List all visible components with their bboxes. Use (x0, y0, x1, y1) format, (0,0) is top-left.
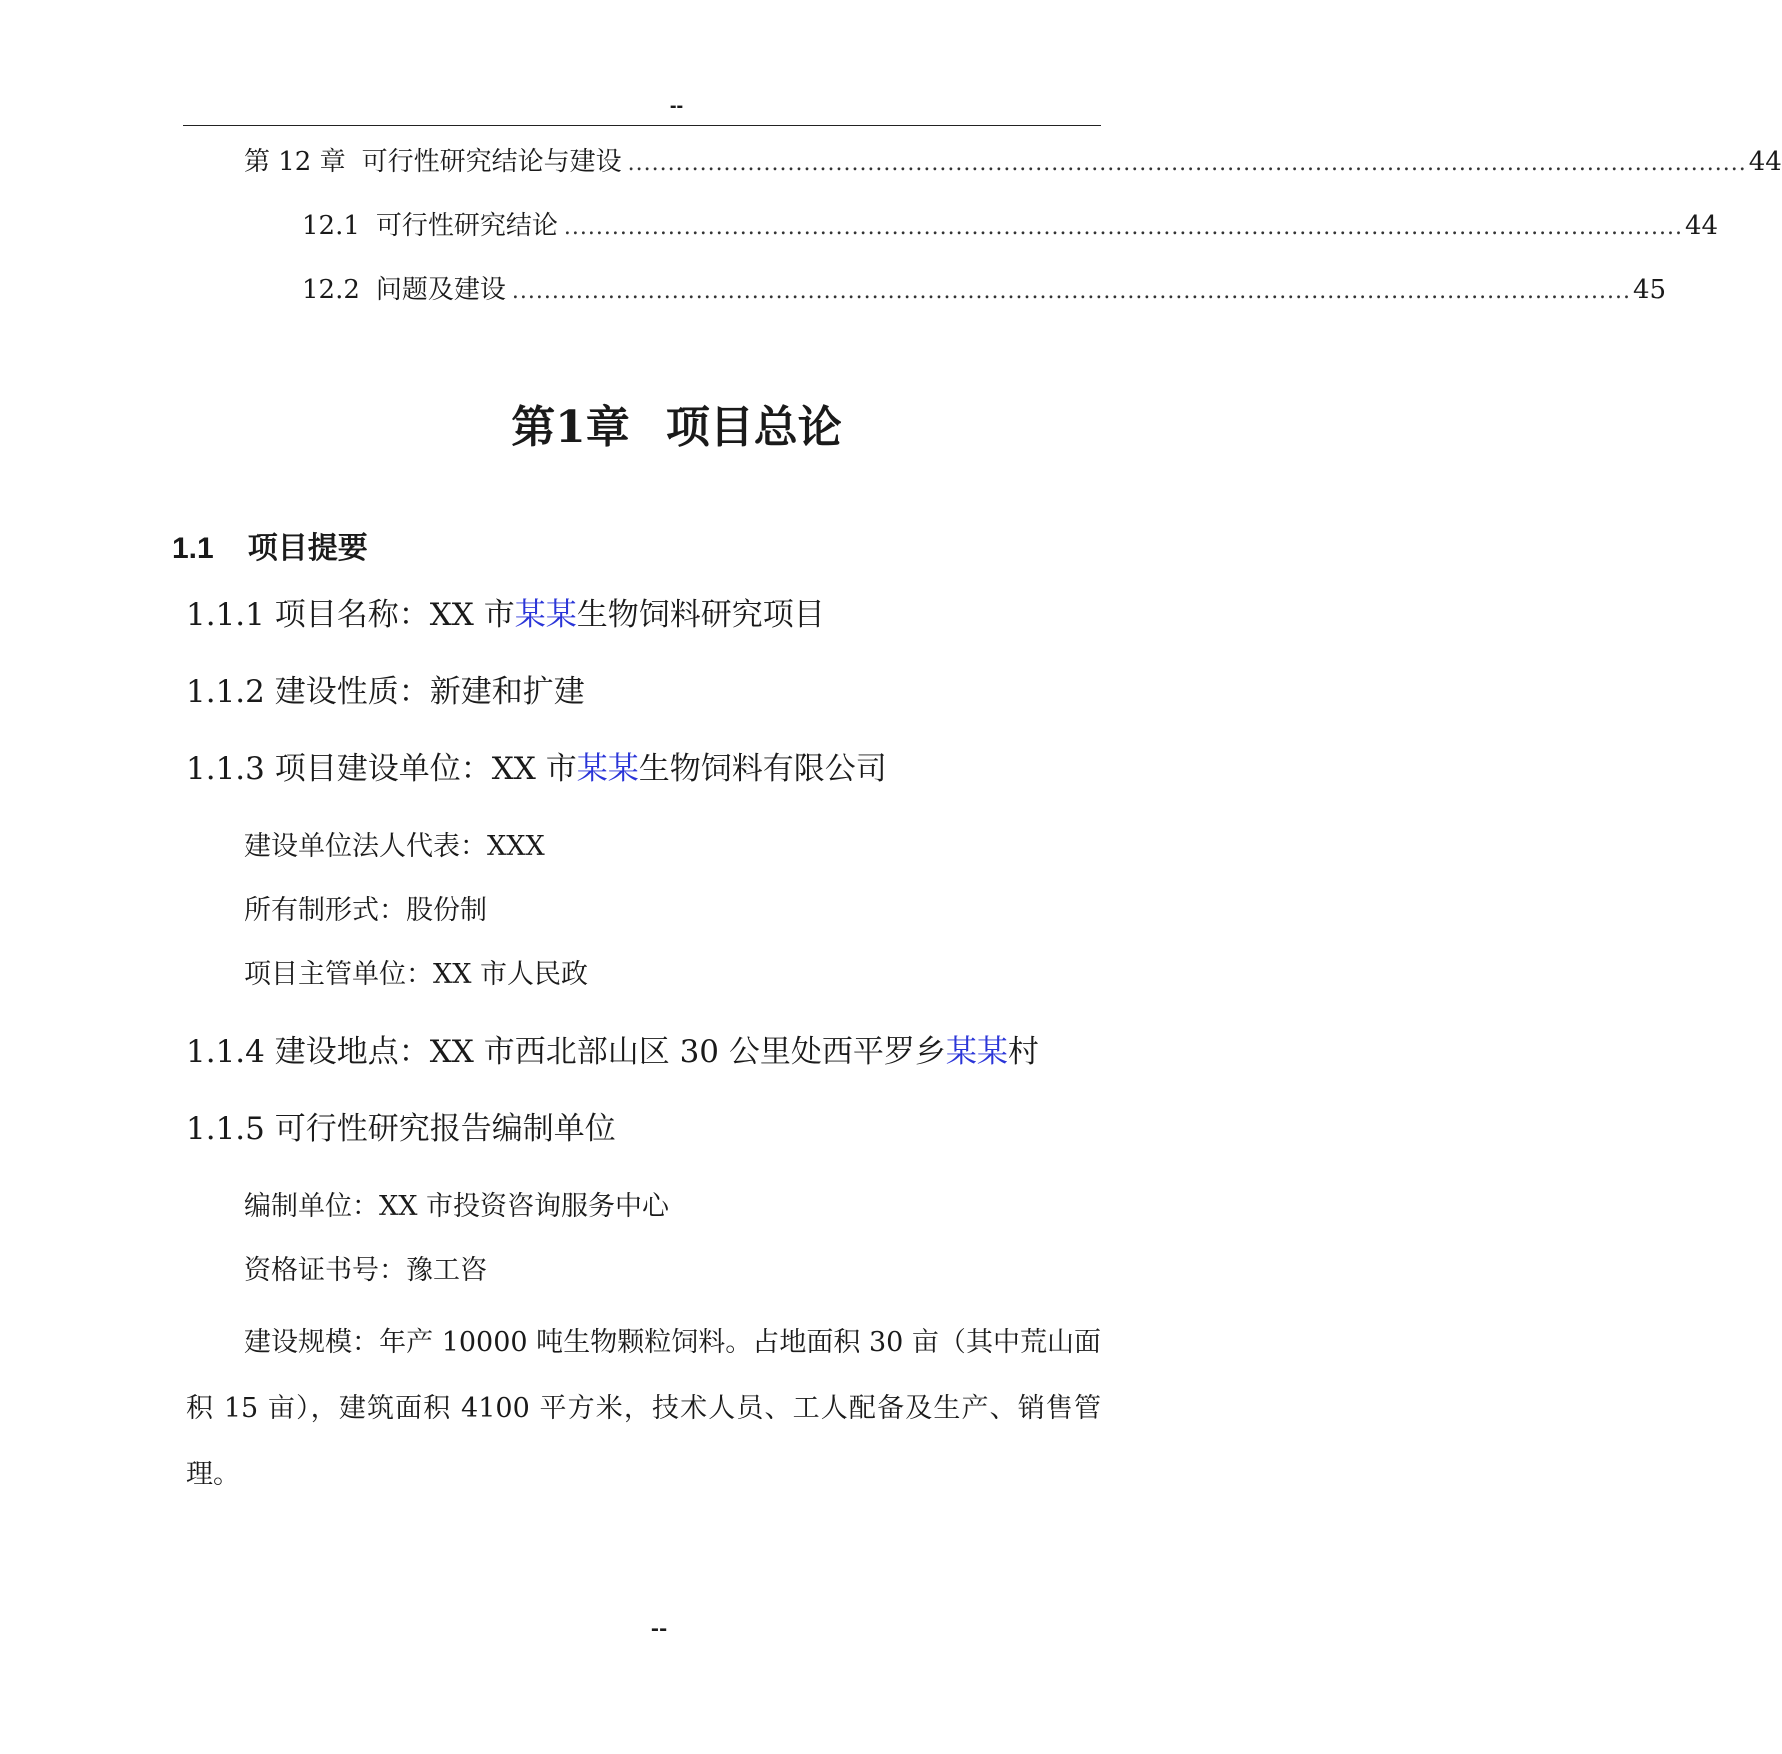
toc-leader-dots: ............................................................................................................................................ (511, 279, 1631, 304)
item-label: 1.1.1 项目名称：XX 市 (186, 597, 515, 633)
item-value: 生物饲料研究项目 (576, 597, 825, 633)
toc-leader-dots: ............................................................................................................................................ (563, 215, 1683, 240)
page-footer-mark: -- (650, 1616, 668, 1640)
toc-entry-title: 问题及建设 (375, 275, 506, 305)
item-label: 1.1.3 项目建设单位：XX 市 (186, 751, 577, 787)
item-value: 生物饲料有限公司 (638, 751, 887, 787)
toc-leader-dots: ............................................................................................................................................ (627, 151, 1747, 176)
qualification-certificate: 资格证书号：豫工咨 (244, 1255, 487, 1286)
section-number: 1.1 (172, 532, 214, 565)
compiling-unit: 编制单位：XX 市投资咨询服务中心 (244, 1191, 670, 1222)
placeholder-link[interactable]: 某某 (945, 1034, 1008, 1070)
item-label: 1.1.4 建设地点：XX 市西北部山区 30 公里处西平罗乡 (186, 1034, 946, 1070)
legal-representative: 建设单位法人代表：XXX (244, 831, 545, 862)
toc-entry[interactable] (302, 209, 1719, 245)
toc-entry-number: 12.1 (302, 211, 360, 241)
item-value: 村 (1007, 1034, 1039, 1070)
section-heading (172, 530, 368, 568)
toc-entry[interactable] (302, 273, 1667, 309)
item-report-unit: 1.1.5 可行性研究报告编制单位 (186, 1111, 616, 1147)
item-construction-site (186, 1032, 1039, 1072)
construction-scale-paragraph: 建设规模：年产 10000 吨生物颗粒饲料。占地面积 30 亩（其中荒山面积 15 亩），建筑面积 4100 平方米，技术人员、工人配备及生产、销售管理。 (186, 1327, 1101, 1490)
header-rule (183, 125, 1101, 126)
page-header-mark: -- (669, 95, 684, 117)
toc-entry[interactable] (244, 145, 1782, 181)
toc-entry-page: 44 (1684, 211, 1719, 241)
item-construction-nature: 1.1.2 建设性质：新建和扩建 (186, 674, 585, 710)
section-title: 项目提要 (247, 532, 368, 565)
placeholder-link[interactable]: 某某 (514, 597, 577, 633)
supervising-unit: 项目主管单位：XX 市人民政 (244, 959, 589, 990)
toc-entry-number: 第 12 章 (244, 147, 346, 177)
toc-entry-number: 12.2 (302, 275, 360, 305)
chapter-title (0, 400, 1353, 456)
toc-entry-page: 44 (1748, 147, 1782, 177)
ownership-form: 所有制形式：股份制 (244, 895, 487, 926)
placeholder-link[interactable]: 某某 (576, 751, 639, 787)
toc-entry-title: 可行性研究结论与建设 (361, 147, 622, 177)
item-construction-unit (186, 749, 887, 789)
chapter-name: 项目总论 (665, 402, 842, 453)
chapter-label: 第1章 (511, 402, 630, 453)
item-project-name (186, 595, 825, 635)
toc-entry-page: 45 (1632, 275, 1667, 305)
toc-entry-title: 可行性研究结论 (375, 211, 558, 241)
